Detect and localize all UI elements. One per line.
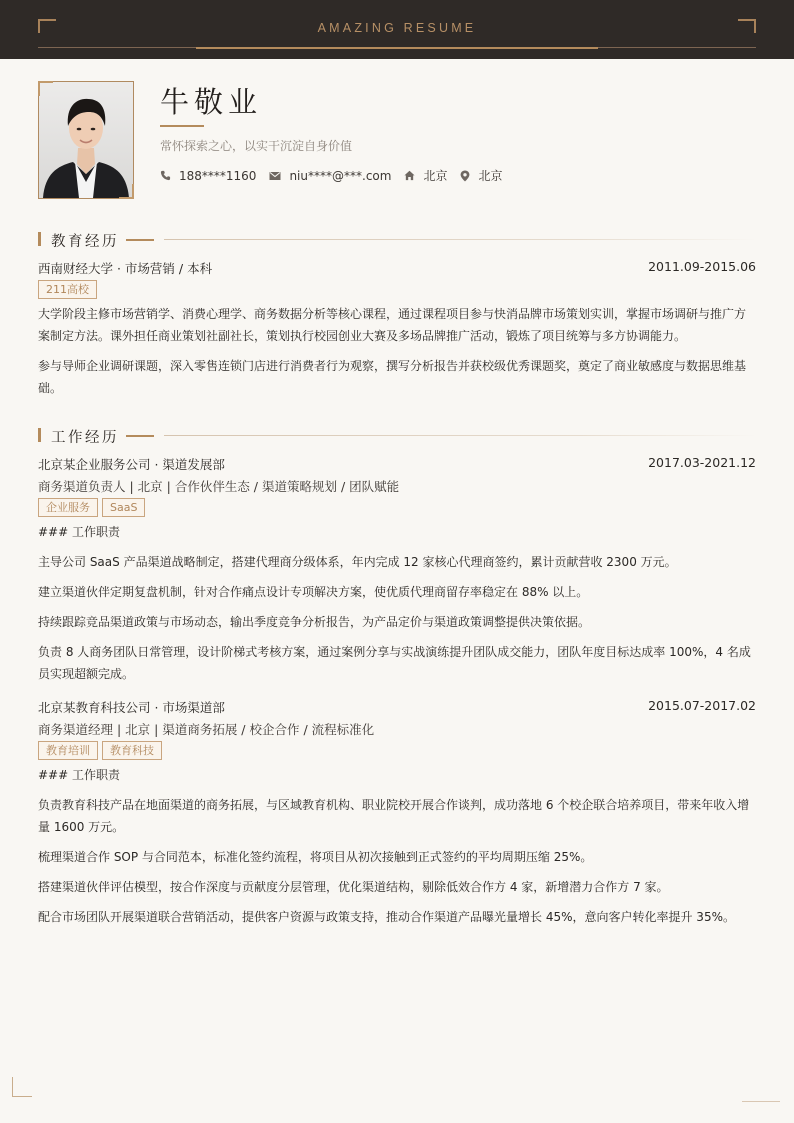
- work-paragraph: 负责 8 人商务团队日常管理，设计阶梯式考核方案，通过案例分享与实战演练提升团队成交能力，团队年度目标达成率 100%，4 名成员实现超额完成。: [38, 645, 751, 681]
- tag: 211高校: [38, 280, 97, 299]
- contact-location: [460, 167, 502, 184]
- candidate-tagline: 常怀探索之心，以实干沉淀自身价值: [160, 139, 353, 153]
- contact-location-text: 北京: [478, 169, 503, 183]
- work-date: 2015.07-2017.02: [648, 698, 756, 713]
- corner-ornament-bottom-right: [742, 1101, 780, 1102]
- location-pin-icon: [460, 170, 470, 182]
- name-underline: [160, 125, 204, 127]
- work-paragraph: 持续跟踪竞品渠道政策与市场动态，输出季度竞争分析报告，为产品定价与渠道政策调整提供决策依据。: [38, 615, 591, 629]
- section-rule: [164, 435, 756, 436]
- work-tags: [38, 741, 166, 760]
- work-paragraph: 建立渠道伙伴定期复盘机制，针对合作痛点设计专项解决方案，使优质代理商留存率稳定在 88% 以上。: [38, 585, 589, 599]
- avatar: [38, 81, 134, 199]
- header-divider-accent: [196, 47, 598, 49]
- education-tags: [38, 280, 101, 299]
- candidate-name: 牛敬业: [160, 85, 263, 119]
- header-band: [0, 0, 794, 59]
- work-subheading: ### 工作职责: [38, 525, 120, 539]
- work-role: 商务渠道经理 | 北京 | 渠道商务拓展 / 校企合作 / 流程标准化: [38, 722, 375, 737]
- work-tags: [38, 498, 149, 517]
- section-header-work: [38, 427, 756, 446]
- contact-email-text: niu****@***.com: [289, 168, 392, 183]
- tag: 教育科技: [102, 741, 162, 760]
- work-paragraph: 梳理渠道合作 SOP 与合同范本，标准化签约流程，将项目从初次接触到正式签约的平均周期压缩 25%。: [38, 850, 593, 864]
- section-header-education: [38, 231, 756, 250]
- work-date: 2017.03-2021.12: [648, 455, 756, 470]
- section-dash: [126, 435, 154, 437]
- contact-phone: [160, 169, 256, 183]
- section-title: 工作经历: [51, 430, 119, 446]
- photo-corner-ornament: [38, 81, 53, 96]
- contact-home-text: 北京: [423, 169, 448, 183]
- section-dash: [126, 239, 154, 241]
- phone-icon: [160, 170, 171, 181]
- corner-ornament-bottom-left: [12, 1077, 32, 1097]
- tag: SaaS: [102, 498, 145, 517]
- section-marker: [38, 232, 41, 246]
- avatar-portrait-image: [39, 82, 133, 198]
- section-title: 教育经历: [51, 234, 119, 250]
- tag: 企业服务: [38, 498, 98, 517]
- school-name: 西南财经大学 · 市场营销 / 本科: [38, 261, 213, 276]
- photo-corner-ornament-bottom: [119, 184, 134, 199]
- work-paragraph: 搭建渠道伙伴评估模型，按合作深度与贡献度分层管理，优化渠道结构，剔除低效合作方 4 家，新增潜力合作方 7 家。: [38, 880, 669, 894]
- resume-band-title: AMAZING RESUME: [317, 21, 477, 35]
- section-rule: [164, 239, 756, 240]
- education-paragraph: 参与导师企业调研课题，深入零售连锁门店进行消费者行为观察，撰写分析报告并获校级优秀课题奖，奠定了商业敏感度与数据思维基础。: [38, 359, 747, 395]
- education-date: 2011.09-2015.06: [648, 259, 756, 274]
- contact-home: [404, 167, 447, 184]
- education-paragraph: 大学阶段主修市场营销学、消费心理学、商务数据分析等核心课程，通过课程项目参与快消品牌市场策划实训，掌握市场调研与推广方案制定方法。课外担任商业策划社副社长，策划执行校园创业大赛及多场品牌推广活动，锻炼了项目统筹与多方协调能力。: [38, 307, 747, 343]
- work-entry-header: [38, 698, 756, 716]
- tag: 教育培训: [38, 741, 98, 760]
- education-entry-header: [38, 259, 756, 277]
- company-name: 北京某企业服务公司 · 渠道发展部: [38, 457, 225, 472]
- contact-phone-text: 188****1160: [179, 168, 257, 183]
- work-role: 商务渠道负责人 | 北京 | 合作伙伴生态 / 渠道策略规划 / 团队赋能: [38, 479, 400, 494]
- work-entry-header: [38, 455, 756, 473]
- contact-list: [160, 167, 515, 184]
- contact-email: [269, 169, 391, 183]
- mail-icon: [269, 171, 281, 181]
- home-icon: [404, 170, 415, 181]
- section-marker: [38, 428, 41, 442]
- work-paragraph: 配合市场团队开展渠道联合营销活动，提供客户资源与政策支持，推动合作渠道产品曝光量增长 45%，意向客户转化率提升 35%。: [38, 910, 735, 924]
- work-paragraph: 负责教育科技产品在地面渠道的商务拓展，与区域教育机构、职业院校开展合作谈判，成功落地 6 个校企联合培养项目，带来年收入增量 1600 万元。: [38, 798, 750, 834]
- company-name: 北京某教育科技公司 · 市场渠道部: [38, 700, 225, 715]
- work-paragraph: 主导公司 SaaS 产品渠道战略制定，搭建代理商分级体系，年内完成 12 家核心代理商签约，累计贡献营收 2300 万元。: [38, 555, 677, 569]
- work-subheading: ### 工作职责: [38, 768, 120, 782]
